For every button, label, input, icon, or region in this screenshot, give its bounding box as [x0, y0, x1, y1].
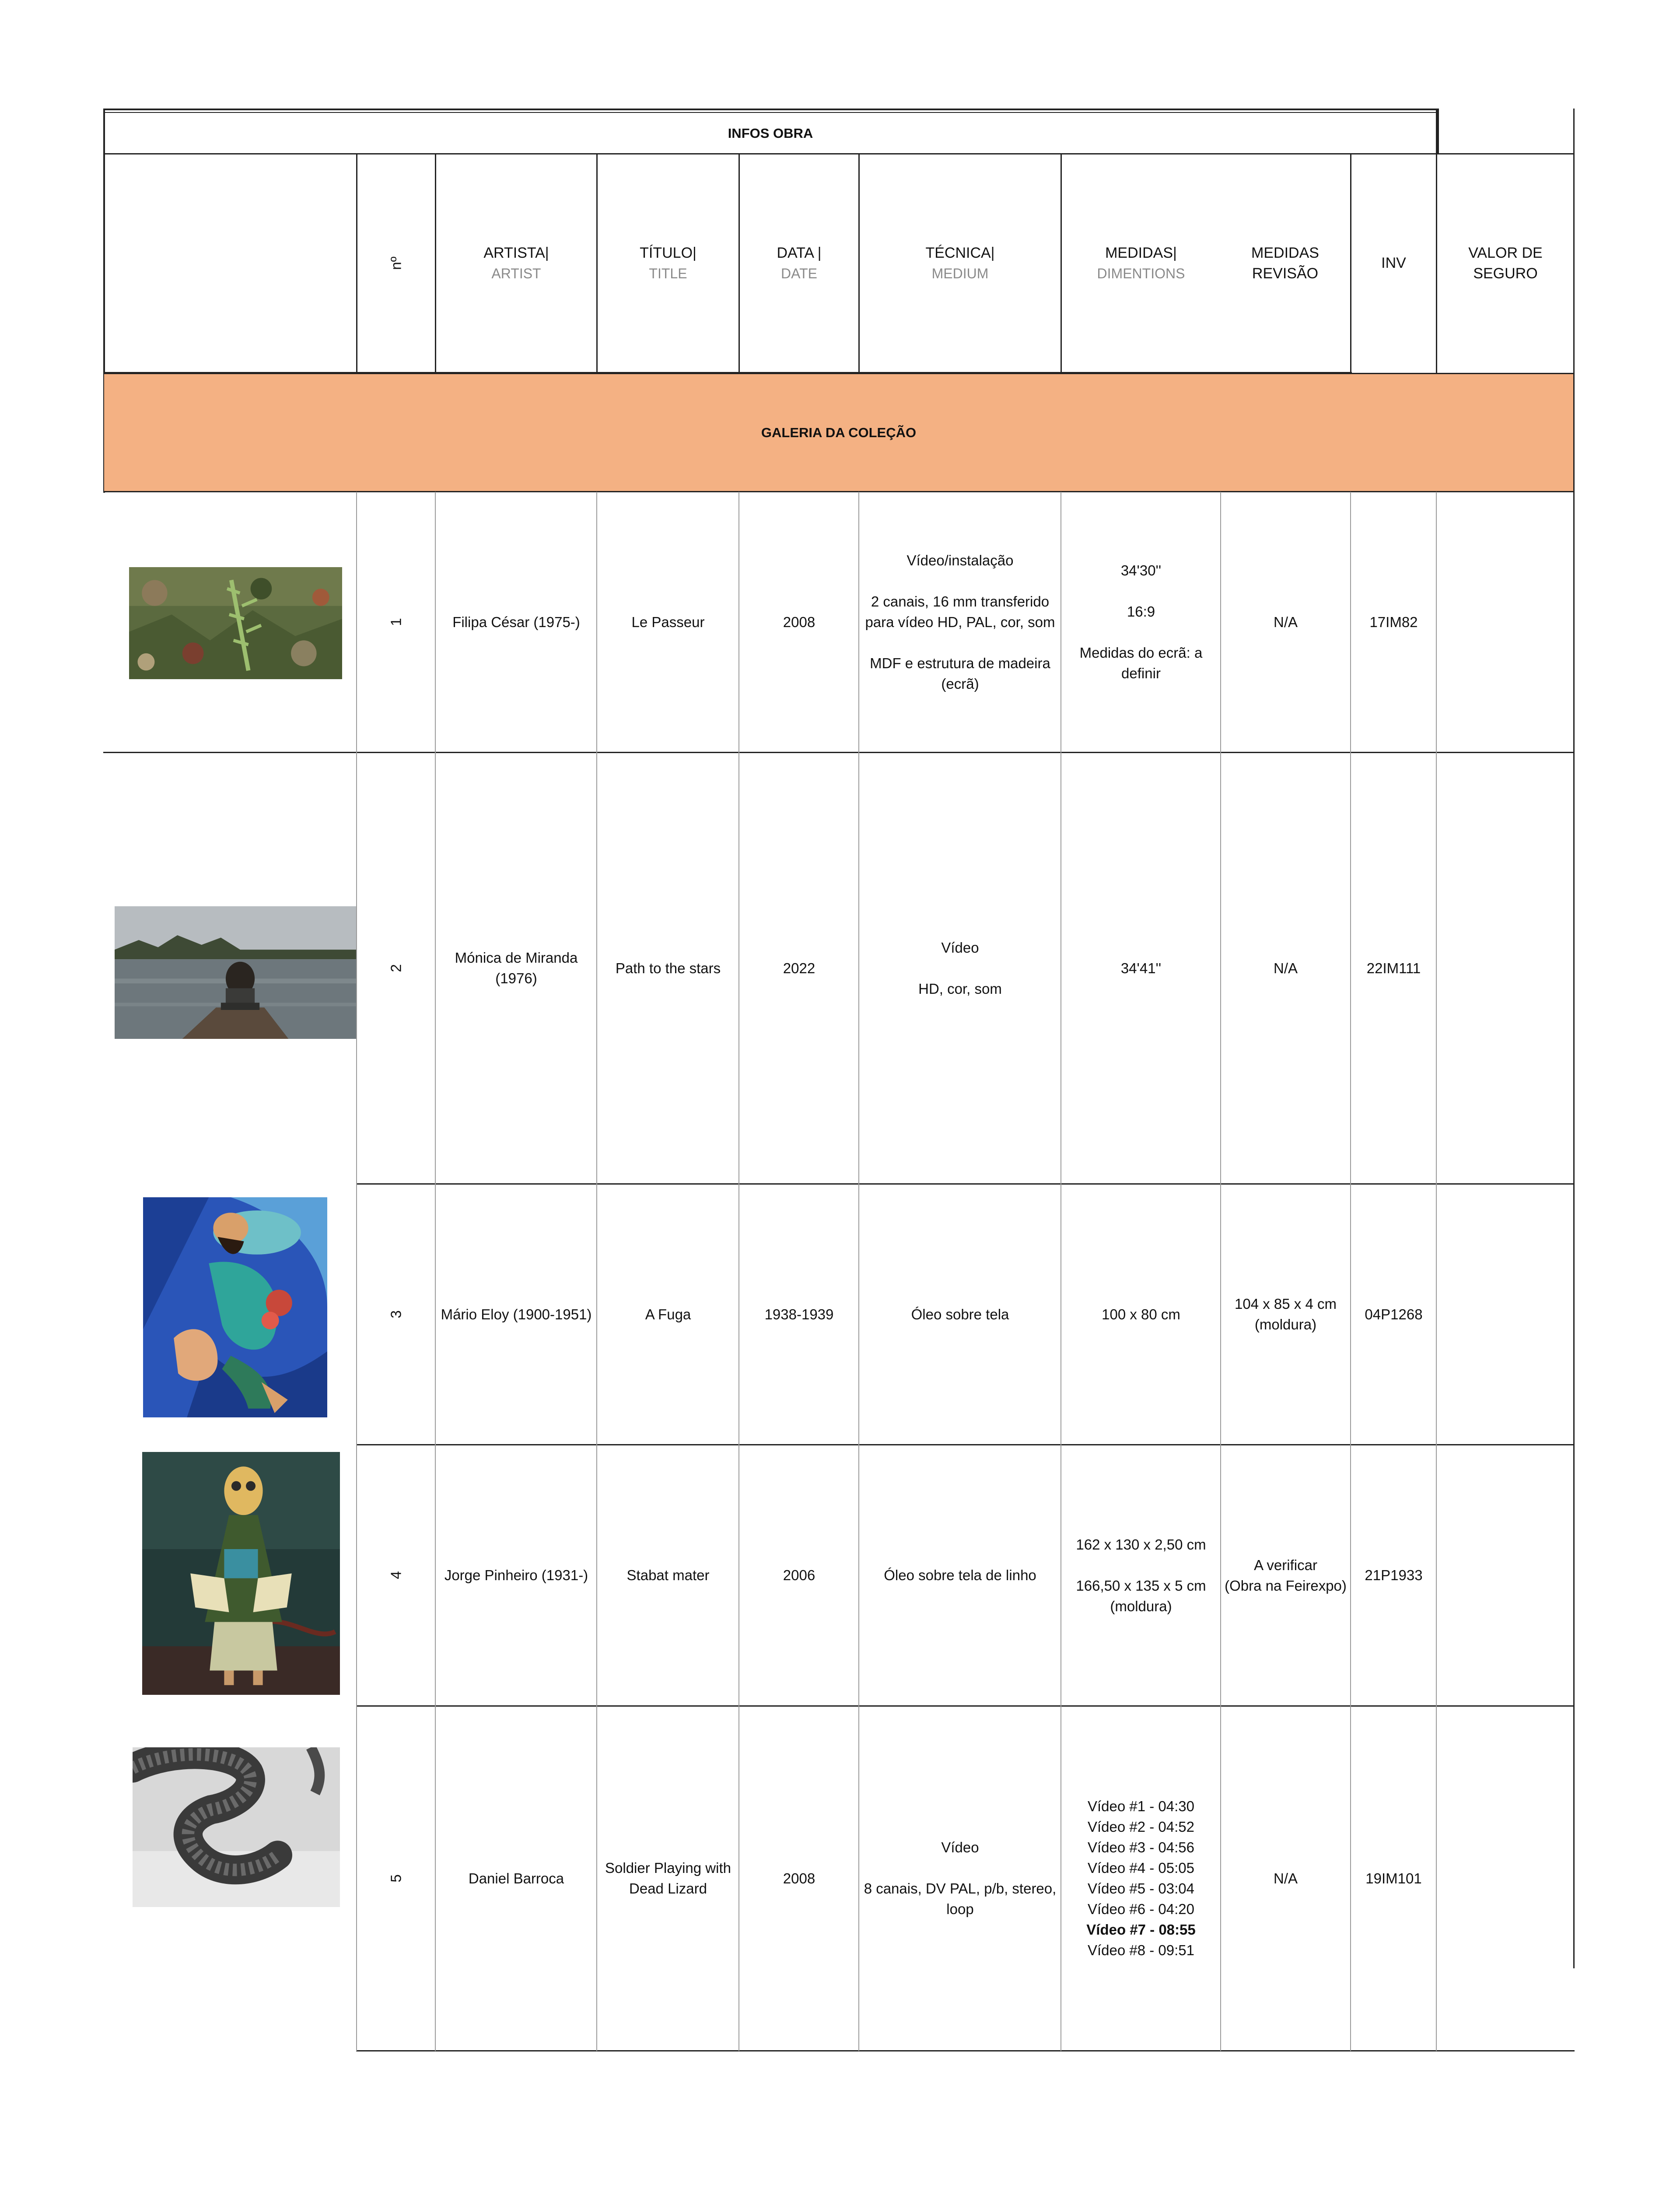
river-boat-icon — [115, 906, 356, 1039]
row-5-dimensions: Vídeo #1 - 04:30 Vídeo #2 - 04:52 Vídeo #3 - 04:56 Vídeo #4 - 05:05 Vídeo #5 - 03:04 Vídeo #6 - 04:20 Vídeo #7 - 08:55 Vídeo #8 - 09:51 — [1086, 1798, 1196, 1958]
row-1-title: Le Passeur — [631, 614, 705, 630]
row-2-title: Path to the stars — [615, 960, 721, 976]
row-5-num: 5 — [388, 1874, 404, 1883]
row-3-medium: Óleo sobre tela — [911, 1306, 1009, 1322]
lizard-bw-icon — [133, 1747, 340, 1907]
row-3-size-review: 104 x 85 x 4 cm (moldura) — [1235, 1296, 1337, 1332]
column-header-dimensions: MEDIDAS| DIMENTIONS — [1097, 244, 1185, 281]
row-5-inv: 19IM101 — [1365, 1870, 1422, 1886]
group-title-text: INFOS OBRA — [728, 125, 813, 141]
column-header-title: TÍTULO| TITLE — [640, 244, 696, 281]
row-4-size-review: A verificar (Obra na Feirexpo) — [1225, 1557, 1347, 1594]
column-header-insurance: VALOR DE SEGURO — [1468, 244, 1543, 282]
row-1-date: 2008 — [783, 614, 816, 630]
row-1-dimensions: 34'30'' 16:9 Medidas do ecrã: a definir — [1079, 562, 1203, 681]
row-2-num: 2 — [388, 964, 404, 972]
row-4-title: Stabat mater — [626, 1567, 710, 1583]
column-header-medium: TÉCNICA| MEDIUM — [925, 244, 995, 281]
row-3-title: A Fuga — [645, 1306, 691, 1322]
row-5-title: Soldier Playing with Dead Lizard — [605, 1860, 731, 1897]
row-4-num: 4 — [388, 1571, 404, 1579]
row-3-num: 3 — [388, 1310, 404, 1318]
row-4-medium: Óleo sobre tela de linho — [884, 1567, 1036, 1583]
painting-figure-icon — [142, 1452, 340, 1695]
row-4-inv: 21P1933 — [1365, 1567, 1423, 1583]
row-2-medium: Vídeo HD, cor, som — [918, 939, 1002, 997]
row-5-medium: Vídeo 8 canais, DV PAL, p/b, stereo, loop — [864, 1839, 1057, 1917]
column-header-date: DATA | DATE — [777, 244, 822, 281]
row-2-size-review: N/A — [1273, 960, 1298, 976]
row-3-artist: Mário Eloy (1900-1951) — [441, 1306, 592, 1322]
row-2-date: 2022 — [783, 960, 816, 976]
row-2-artist: Mónica de Miranda (1976) — [455, 950, 578, 986]
column-header-inv: INV — [1381, 255, 1406, 271]
row-1-num: 1 — [388, 617, 404, 626]
column-header-artist: ARTISTA| ARTIST — [483, 244, 549, 281]
row-5-size-review: N/A — [1273, 1870, 1298, 1886]
section-title: GALERIA DA COLEÇÃO — [761, 425, 917, 440]
row-4-artist: Jorge Pinheiro (1931-) — [444, 1567, 588, 1583]
column-header-size-review: MEDIDAS REVISÃO — [1251, 244, 1319, 282]
row-5-artist: Daniel Barroca — [468, 1870, 564, 1886]
row-2-inv: 22IM111 — [1366, 960, 1421, 976]
row-5-date: 2008 — [783, 1870, 816, 1886]
row-2-dimensions: 34'41'' — [1120, 960, 1162, 976]
row-1-medium: Vídeo/instalação 2 canais, 16 mm transferido para vídeo HD, PAL, cor, som MDF e estrutura de madeira (ecrã) — [865, 552, 1055, 692]
row-4-dimensions: 162 x 130 x 2,50 cm 166,50 x 135 x 5 cm (moldura) — [1076, 1536, 1206, 1614]
row-4-date: 2006 — [783, 1567, 816, 1583]
foliage-icon — [129, 567, 342, 679]
group-title — [105, 113, 1436, 153]
row-1-size-review: N/A — [1273, 614, 1298, 630]
row-3-dimensions: 100 x 80 cm — [1102, 1306, 1180, 1322]
row-1-inv: 17IM82 — [1369, 614, 1418, 630]
painting-blue-icon — [143, 1197, 327, 1417]
column-header-num — [357, 154, 435, 372]
column-header-num-label: nº — [388, 256, 404, 270]
row-3-inv: 04P1268 — [1365, 1306, 1423, 1322]
row-1-artist: Filipa César (1975-) — [452, 614, 580, 630]
row-3-date: 1938-1939 — [764, 1306, 834, 1322]
